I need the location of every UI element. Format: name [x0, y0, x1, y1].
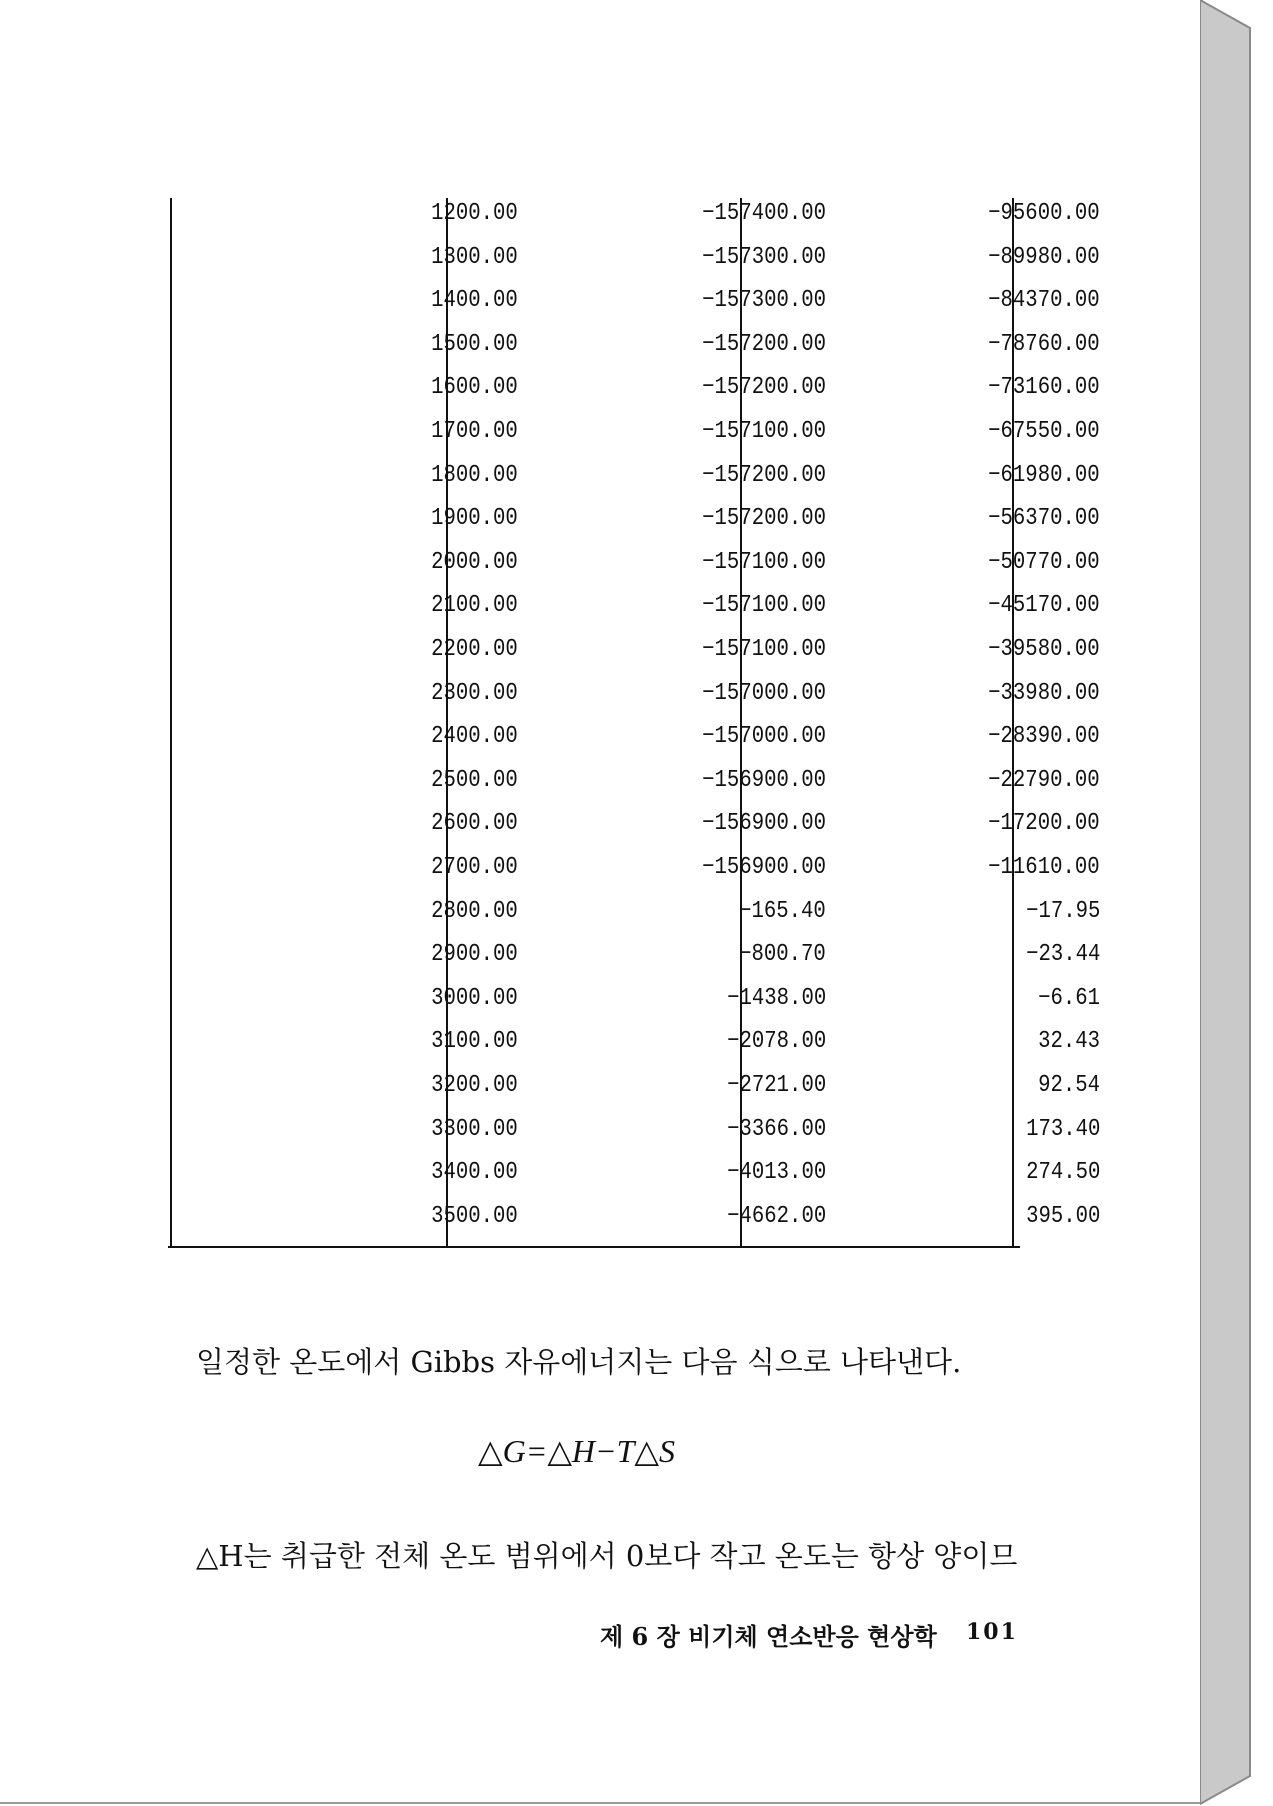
- table-cell: −157100.00: [702, 548, 826, 576]
- table-cell: 1500.00: [431, 330, 518, 358]
- table-cell: 3100.00: [431, 1028, 518, 1056]
- table-cell: −84370.00: [988, 287, 1100, 315]
- table-cell: −17.95: [1025, 897, 1100, 925]
- table-cell: −17200.00: [988, 810, 1100, 838]
- table-cell: 1600.00: [431, 374, 518, 402]
- table-cell: 1400.00: [431, 287, 518, 315]
- table-cell: 32.43: [1038, 1028, 1100, 1056]
- table-cell: −67550.00: [988, 418, 1100, 445]
- table-cell: −28390.00: [988, 723, 1100, 751]
- table-row: [168, 1072, 1100, 1112]
- table-row: [168, 679, 1100, 720]
- table-cell: −157300.00: [702, 287, 826, 315]
- table-row: [168, 505, 1100, 545]
- table-bottom-border: [168, 1246, 1020, 1248]
- table-cell: 3500.00: [431, 1202, 518, 1230]
- table-cell: 173.40: [1025, 1115, 1100, 1143]
- table-cell: −61980.00: [988, 461, 1100, 489]
- table-cell: 395.00: [1025, 1202, 1100, 1230]
- table-cell: −89980.00: [988, 243, 1100, 271]
- table-cell: 1200.00: [431, 200, 518, 227]
- table-cell: −2721.00: [726, 1072, 826, 1099]
- table-cell: −156900.00: [702, 854, 826, 881]
- table-cell: 3300.00: [431, 1115, 518, 1143]
- table-cell: 1800.00: [431, 461, 518, 489]
- table-cell: 2600.00: [431, 810, 518, 838]
- table-cell: −6.61: [1038, 984, 1100, 1012]
- chapter-footer: 제 6 장 비기체 연소반응 현상학: [600, 1622, 937, 1651]
- table-row: [168, 723, 1100, 763]
- table-cell: −157200.00: [702, 505, 826, 533]
- table-row: [168, 1115, 1100, 1156]
- table-cell: −157000.00: [702, 723, 826, 751]
- table-row: [168, 1202, 1100, 1243]
- table-cell: 2900.00: [431, 941, 518, 969]
- table-cell: −157200.00: [702, 374, 826, 402]
- table-row: [168, 897, 1100, 938]
- table-row: [168, 374, 1100, 414]
- table-cell: −4013.00: [726, 1159, 826, 1187]
- table-row: [168, 984, 1100, 1025]
- equation-gibbs: △G=△H−T△S: [478, 1433, 676, 1469]
- table-cell: −3366.00: [726, 1115, 826, 1143]
- table-cell: 92.54: [1038, 1072, 1100, 1099]
- table-row: [168, 243, 1100, 284]
- table-cell: −50770.00: [988, 548, 1100, 576]
- table-cell: −95600.00: [988, 200, 1100, 227]
- table-row: [168, 1159, 1100, 1199]
- table-cell: 2700.00: [431, 854, 518, 881]
- table-cell: −23.44: [1025, 941, 1100, 969]
- table-cell: −11610.00: [988, 854, 1100, 881]
- table-row: [168, 854, 1100, 894]
- table-cell: 2300.00: [431, 679, 518, 707]
- table-cell: −56370.00: [988, 505, 1100, 533]
- table-cell: 1300.00: [431, 243, 518, 271]
- table-cell: −33980.00: [988, 679, 1100, 707]
- table-cell: −1438.00: [726, 984, 826, 1012]
- table-row: [168, 941, 1100, 981]
- table-row: [168, 548, 1100, 589]
- table-cell: −45170.00: [988, 592, 1100, 620]
- page-number: 101: [966, 1619, 1018, 1645]
- table-cell: −4662.00: [726, 1202, 826, 1230]
- table-cell: −157400.00: [702, 200, 826, 227]
- table-cell: −156900.00: [702, 766, 826, 794]
- table-cell: −157100.00: [702, 592, 826, 620]
- table-cell: −157000.00: [702, 679, 826, 707]
- data-table: [168, 198, 1100, 1248]
- table-cell: −157200.00: [702, 330, 826, 358]
- table-cell: 2800.00: [431, 897, 518, 925]
- table-cell: −165.40: [739, 897, 826, 925]
- table-cell: −157100.00: [702, 418, 826, 445]
- table-cell: 2500.00: [431, 766, 518, 794]
- paragraph-enthalpy: △H는 취급한 전체 온도 범위에서 0보다 작고 온도는 항상 양이므: [196, 1539, 1018, 1573]
- table-cell: −157300.00: [702, 243, 826, 271]
- table-row: [168, 1028, 1100, 1068]
- table-cell: −157100.00: [702, 636, 826, 663]
- table-cell: 2400.00: [431, 723, 518, 751]
- table-cell: 3000.00: [431, 984, 518, 1012]
- table-cell: 1900.00: [431, 505, 518, 533]
- book-spine: [1200, 0, 1256, 1806]
- table-cell: 2000.00: [431, 548, 518, 576]
- table-cell: 2100.00: [431, 592, 518, 620]
- table-cell: −156900.00: [702, 810, 826, 838]
- table-cell: −78760.00: [988, 330, 1100, 358]
- table-cell: −800.70: [739, 941, 826, 969]
- table-cell: 274.50: [1025, 1159, 1100, 1187]
- table-cell: −2078.00: [726, 1028, 826, 1056]
- table-row: [168, 461, 1100, 502]
- table-row: [168, 810, 1100, 850]
- table-cell: 1700.00: [431, 418, 518, 445]
- table-cell: 3400.00: [431, 1159, 518, 1187]
- table-row: [168, 766, 1100, 807]
- table-cell: −157200.00: [702, 461, 826, 489]
- table-row: [168, 287, 1100, 327]
- table-row: [168, 418, 1100, 458]
- table-cell: −22790.00: [988, 766, 1100, 794]
- table-cell: 2200.00: [431, 636, 518, 663]
- table-cell: −73160.00: [988, 374, 1100, 402]
- paragraph-gibbs: 일정한 온도에서 Gibbs 자유에너지는 다음 식으로 나타낸다.: [196, 1345, 962, 1379]
- table-row: [168, 330, 1100, 371]
- table-row: [168, 636, 1100, 676]
- table-row: [168, 200, 1100, 240]
- table-row: [168, 592, 1100, 632]
- table-cell: 3200.00: [431, 1072, 518, 1099]
- table-cell: −39580.00: [988, 636, 1100, 663]
